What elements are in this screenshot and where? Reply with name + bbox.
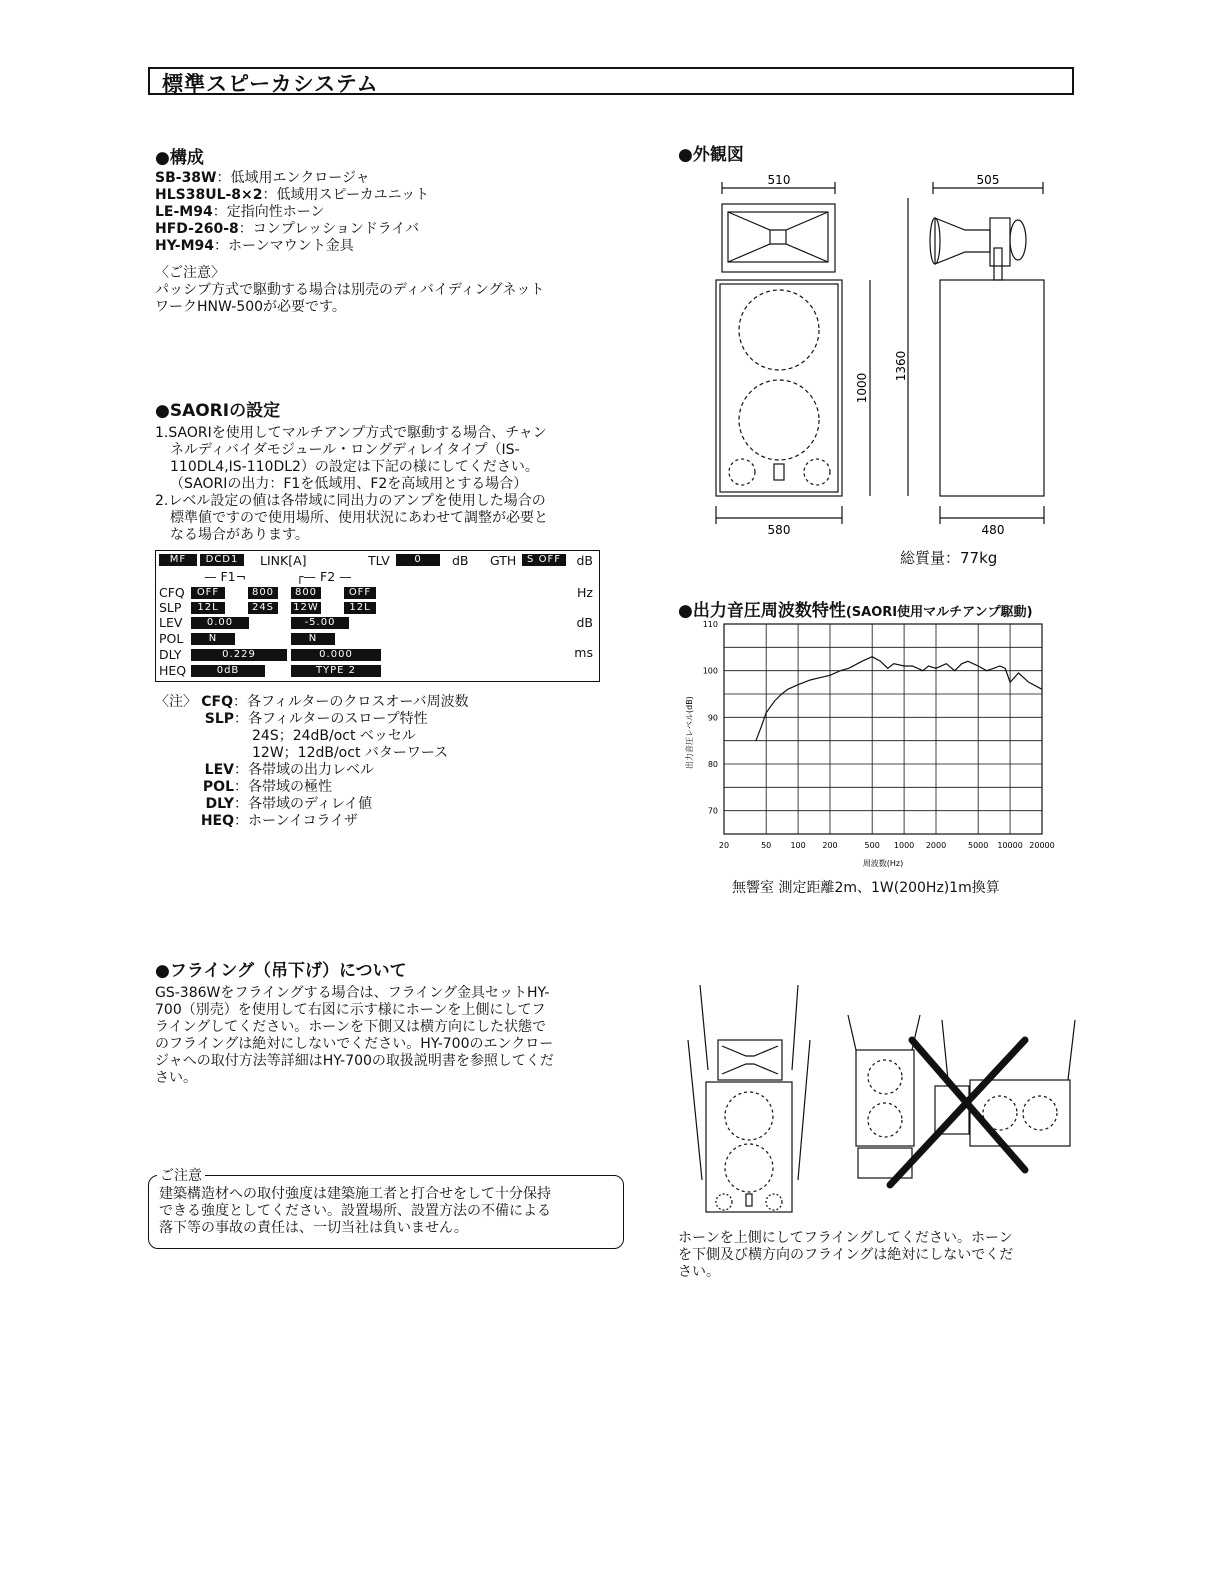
notes-prefix: 〈注〉 <box>155 694 197 710</box>
heq-f1: 0dB <box>191 665 265 677</box>
response-curve <box>756 657 1042 741</box>
caution-label: ご注意 <box>157 1165 205 1185</box>
y-tick-label: 100 <box>702 666 718 676</box>
pol-f1: N <box>191 633 235 645</box>
list-item: HY-M94：ホーンマウント金具 <box>155 238 354 254</box>
note-line: パッシブ方式で駆動する場合は別売のディバイディングネット <box>155 282 545 298</box>
lev-f1: 0.00 <box>191 617 249 629</box>
x-tick-label: 10000 <box>997 841 1023 850</box>
saori-heading: ●SAORIの設定 <box>155 401 281 421</box>
saori-notes: 〈注〉 CFQ：各フィルターのクロスオーバ周波数 SLP：各フィルターのスロープ特性 24S；24dB/oct ベッセル 12W；12dB/oct バターワース LEV：各帯域の出力レベル POL：各帯域の極性 DLY：各帯域のディレイ値 HEQ：ホーンイコライザ <box>155 694 469 829</box>
dim-width-bottom: 580 <box>767 523 791 537</box>
gth-label: GTH <box>490 553 517 568</box>
text-line: ネルディバイダモジュール・ロングディレイタイプ（IS- <box>170 442 520 458</box>
plot-frame <box>724 624 1042 834</box>
y-tick-label: 80 <box>707 760 718 769</box>
text-line: ライングしてください。ホーンを下側又は横方向にした状態で <box>155 1019 547 1035</box>
flying-figure-caption <box>678 1230 1013 1281</box>
composition-list <box>155 170 544 316</box>
x-tick-label: 2000 <box>925 841 947 850</box>
chart-ylabel: 出力音圧レベル(dB) <box>685 696 694 769</box>
text-line: 1.SAORIを使用してマルチアンプ方式で駆動する場合、チャン <box>155 425 547 441</box>
y-tick-label: 110 <box>702 620 718 629</box>
gth-value: S OFF <box>522 554 566 566</box>
row-label-pol: POL <box>159 631 184 646</box>
slp-f2-lo: 12W <box>291 602 321 614</box>
dly-f2: 0.000 <box>291 649 381 661</box>
appearance-drawing <box>700 168 1060 538</box>
cfq-f1-lo: OFF <box>191 587 225 599</box>
text-line: 110DL4,IS-110DL2）の設定は下記の様にしてください。 <box>170 459 539 475</box>
dim-depth-bottom: 480 <box>981 523 1005 537</box>
text-line: GS-386Wをフライングする場合は、フライング金具セットHY- <box>155 985 550 1001</box>
list-item: HFD-260-8：コンプレッションドライバ <box>155 221 420 237</box>
row-label-heq: HEQ <box>159 663 187 678</box>
x-tick-label: 100 <box>790 841 806 850</box>
text-line: （SAORIの出力：F1を低域用、F2を高域用とする場合） <box>170 476 528 492</box>
gth-unit: dB <box>576 553 593 568</box>
y-tick-label: 90 <box>707 713 718 723</box>
x-tick-label: 200 <box>822 841 838 850</box>
lev-f2: -5.00 <box>291 617 349 629</box>
text-line: 落下等の事故の責任は、一切当社は負いません。 <box>159 1220 468 1236</box>
text-line: さい。 <box>678 1264 720 1280</box>
f2-label: ┌— F2 — <box>296 569 352 584</box>
note-line: ワークHNW-500が必要です。 <box>155 299 346 315</box>
text-line: 標準値ですので使用場所、使用状況にあわせて調整が必要と <box>170 510 548 526</box>
flying-text <box>155 985 554 1087</box>
x-tick-label: 5000 <box>968 841 989 850</box>
y-tick-label: 70 <box>707 806 718 816</box>
text-line: できる強度としてください。設置場所、設置方法の不備による <box>159 1203 551 1219</box>
cfq-f1-hi: 800 <box>248 587 278 599</box>
text-line: ジャへの取付方法等詳細はHY-700の取扱説明書を参照してくだ <box>155 1053 554 1069</box>
text-line: 2.レベル設定の値は各帯域に同出力のアンプを使用した場合の <box>155 493 546 509</box>
saori-text <box>155 425 548 544</box>
dim-depth-top: 505 <box>976 173 1000 187</box>
dcd-cell: DCD1 <box>200 554 244 566</box>
cfq-unit: Hz <box>577 585 593 600</box>
x-tick-label: 500 <box>864 841 880 850</box>
dim-height-total: 1360 <box>894 350 908 382</box>
text-line: を下側及び横方向のフライングは絶対にしないでくだ <box>678 1247 1014 1263</box>
slp-f1-hi: 24S <box>248 602 278 614</box>
text-line: さい。 <box>155 1070 197 1086</box>
row-label-slp: SLP <box>159 600 182 615</box>
chart-xlabel: 周波数(Hz) <box>862 859 904 868</box>
chart-title: ●出力音圧周波数特性 <box>678 601 846 621</box>
tlv-unit: dB <box>452 553 469 568</box>
note-label: 〈ご注意〉 <box>155 265 225 281</box>
text-line: 建築構造材への取付強度は建築施工者と打合せをして十分保持 <box>159 1186 551 1202</box>
mf-cell: MF <box>159 554 197 566</box>
list-item: LE-M94：定指向性ホーン <box>155 204 325 220</box>
lev-unit: dB <box>576 615 593 630</box>
row-label-dly: DLY <box>159 647 182 662</box>
text-line: のフライングは絶対にしないでください。HY-700のエンクロー <box>155 1036 554 1052</box>
page-title-box <box>148 67 1074 95</box>
list-item: HLS38UL-8×2：低域用スピーカユニット <box>155 187 430 203</box>
link-label: LINK[A] <box>260 553 307 568</box>
flying-illustration <box>680 980 1080 1220</box>
row-label-lev: LEV <box>159 615 183 630</box>
dly-unit: ms <box>574 645 593 660</box>
x-tick-label: 50 <box>761 841 772 850</box>
dim-height-box: 1000 <box>855 372 869 404</box>
chart-subtitle: (SAORI使用マルチアンプ駆動) <box>845 605 1033 620</box>
x-tick-label: 20000 <box>1029 841 1055 850</box>
cfq-f2-hi: OFF <box>344 587 376 599</box>
tlv-label: TLV <box>368 553 390 568</box>
composition-heading: ●構成 <box>155 148 204 168</box>
caution-box <box>148 1168 624 1249</box>
total-weight: 総質量：77kg <box>900 549 998 567</box>
appearance-heading: ●外観図 <box>678 145 744 165</box>
flying-heading: ●フライング（吊下げ）について <box>155 961 407 981</box>
chart-caption: 無響室 測定距離2m、1W(200Hz)1m換算 <box>732 880 1000 896</box>
row-label-cfq: CFQ <box>159 585 185 600</box>
heq-f2: TYPE 2 <box>291 665 381 677</box>
x-tick-label: 20 <box>718 841 730 850</box>
dly-f1: 0.229 <box>191 649 287 661</box>
dim-width-top: 510 <box>767 173 791 187</box>
slp-f2-hi: 12L <box>344 602 376 614</box>
text-line: ホーンを上側にしてフライングしてください。ホーン <box>678 1230 1013 1246</box>
slp-f1-lo: 12L <box>191 602 225 614</box>
saori-settings-panel <box>155 550 600 682</box>
x-tick-label: 1000 <box>893 841 915 850</box>
frequency-response-chart <box>680 618 1070 883</box>
cfq-f2-lo: 800 <box>291 587 321 599</box>
list-item: SB-38W：低域用エンクロージャ <box>155 170 370 186</box>
text-line: 700（別売）を使用して右図に示す様にホーンを上側にしてフ <box>155 1002 546 1018</box>
f1-label: — F1¬ <box>204 569 247 584</box>
tlv-value: 0 <box>396 554 440 566</box>
pol-f2: N <box>291 633 335 645</box>
page-title: 標準スピーカシステム <box>162 72 379 96</box>
text-line: なる場合があります。 <box>170 527 309 543</box>
